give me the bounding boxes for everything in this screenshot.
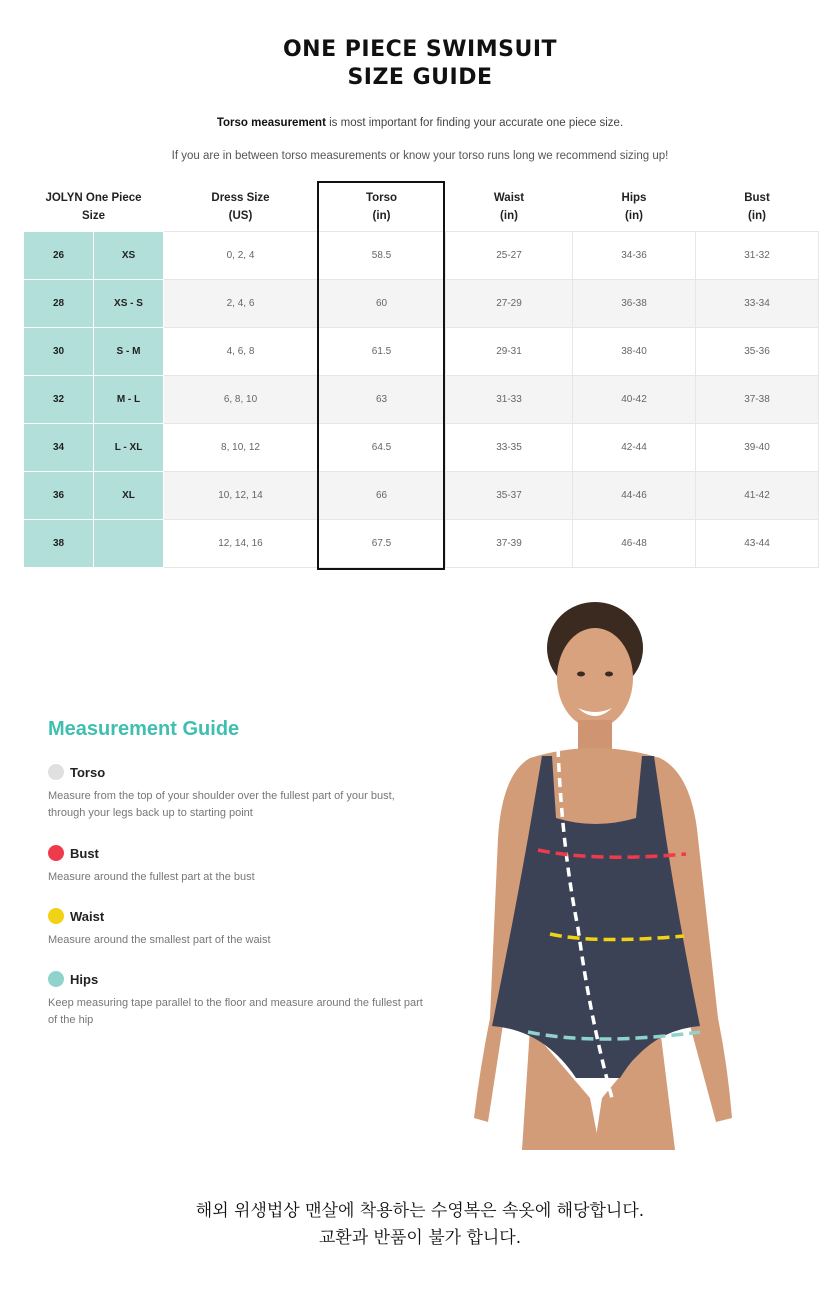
guide-item-desc: Measure around the fullest part at the bust	[48, 871, 255, 883]
guide-item-waist	[48, 908, 428, 949]
size-table	[23, 183, 819, 568]
dress-cell: 8, 10, 12	[164, 423, 318, 471]
hips-cell: 46-48	[573, 519, 696, 567]
header-dress-size: Dress Size (US)	[211, 191, 270, 222]
torso-cell: 63	[318, 375, 446, 423]
guide-item-desc: Measure from the top of your shoulder over the fullest part of your bust, through your legs back up to starting point	[48, 790, 395, 819]
guide-item-bust	[48, 845, 428, 886]
table-row	[24, 279, 819, 327]
guide-item-torso	[48, 764, 428, 822]
torso-cell: 66	[318, 471, 446, 519]
page-title	[0, 36, 840, 92]
waist-cell: 31-33	[446, 375, 573, 423]
waist-cell: 35-37	[446, 471, 573, 519]
torso-cell: 58.5	[318, 231, 446, 279]
intro-text	[0, 117, 840, 129]
letter-size-cell: L - XL	[94, 423, 164, 471]
notice-line-1: 해외 위생법상 맨살에 착용하는 수영복은 속옷에 해당합니다.	[195, 1201, 645, 1221]
table-header-row	[24, 183, 819, 231]
size-cell: 26	[24, 231, 94, 279]
bust-cell: 33-34	[696, 279, 819, 327]
table-row	[24, 375, 819, 423]
torso-cell: 60	[318, 279, 446, 327]
bust-cell: 35-36	[696, 327, 819, 375]
table-row	[24, 231, 819, 279]
letter-size-cell: XS	[94, 231, 164, 279]
header-jolyn-size: JOLYN One Piece Size	[45, 191, 142, 222]
left-eye	[577, 672, 585, 677]
bust-cell: 39-40	[696, 423, 819, 471]
intro-note: If you are in between torso measurements or know your torso runs long we recommend sizing up!	[171, 150, 669, 162]
torso-cell: 64.5	[318, 423, 446, 471]
intro-bold: Torso measurement	[216, 117, 326, 129]
header-waist: Waist (in)	[493, 191, 525, 222]
table-row	[24, 423, 819, 471]
title-line-1: ONE PIECE SWIMSUIT	[282, 37, 558, 62]
size-cell: 36	[24, 471, 94, 519]
table-row	[24, 471, 819, 519]
table-row	[24, 519, 819, 567]
dress-cell: 6, 8, 10	[164, 375, 318, 423]
torso-cell: 61.5	[318, 327, 446, 375]
waist-cell: 33-35	[446, 423, 573, 471]
header-torso: Torso (in)	[365, 191, 398, 222]
size-cell: 28	[24, 279, 94, 327]
header-hips: Hips (in)	[621, 191, 647, 222]
guide-item-hips	[48, 971, 428, 1029]
dress-cell: 0, 2, 4	[164, 231, 318, 279]
dress-cell: 2, 4, 6	[164, 279, 318, 327]
waist-color-dot-icon	[48, 908, 64, 924]
table-row	[24, 327, 819, 375]
guide-item-desc: Keep measuring tape parallel to the floor and measure around the fullest part of the hip	[48, 997, 423, 1026]
letter-size-cell	[94, 519, 164, 567]
hips-color-dot-icon	[48, 971, 64, 987]
dress-cell: 10, 12, 14	[164, 471, 318, 519]
return-policy-notice	[0, 1198, 840, 1252]
size-cell: 32	[24, 375, 94, 423]
hips-cell: 34-36	[573, 231, 696, 279]
right-eye	[605, 672, 613, 677]
hips-cell: 38-40	[573, 327, 696, 375]
measurement-guide-title: Measurement Guide	[48, 718, 240, 740]
dress-cell: 12, 14, 16	[164, 519, 318, 567]
letter-size-cell: M - L	[94, 375, 164, 423]
notice-line-2: 교환과 반품이 불가 합니다.	[318, 1228, 522, 1248]
guide-item-name: Torso	[70, 764, 106, 780]
size-cell: 30	[24, 327, 94, 375]
bust-cell: 31-32	[696, 231, 819, 279]
guide-item-name: Hips	[70, 971, 99, 987]
size-cell: 34	[24, 423, 94, 471]
hips-cell: 44-46	[573, 471, 696, 519]
waist-cell: 25-27	[446, 231, 573, 279]
letter-size-cell: S - M	[94, 327, 164, 375]
hips-cell: 40-42	[573, 375, 696, 423]
waist-cell: 29-31	[446, 327, 573, 375]
torso-cell: 67.5	[318, 519, 446, 567]
bust-cell: 41-42	[696, 471, 819, 519]
intro-rest: is most important for finding your accurate one piece size.	[325, 117, 624, 129]
torso-color-dot-icon	[48, 764, 64, 780]
size-cell: 38	[24, 519, 94, 567]
guide-item-desc: Measure around the smallest part of the waist	[48, 934, 271, 946]
letter-size-cell: XL	[94, 471, 164, 519]
dress-cell: 4, 6, 8	[164, 327, 318, 375]
guide-item-name: Bust	[70, 845, 99, 861]
waist-cell: 37-39	[446, 519, 573, 567]
letter-size-cell: XS - S	[94, 279, 164, 327]
hips-cell: 42-44	[573, 423, 696, 471]
bust-color-dot-icon	[48, 845, 64, 861]
header-bust: Bust (in)	[744, 191, 770, 222]
bust-cell: 37-38	[696, 375, 819, 423]
hips-cell: 36-38	[573, 279, 696, 327]
model-illustration	[470, 598, 760, 1150]
guide-item-name: Waist	[70, 908, 105, 924]
waist-cell: 27-29	[446, 279, 573, 327]
bust-cell: 43-44	[696, 519, 819, 567]
title-line-2: SIZE GUIDE	[347, 65, 493, 90]
